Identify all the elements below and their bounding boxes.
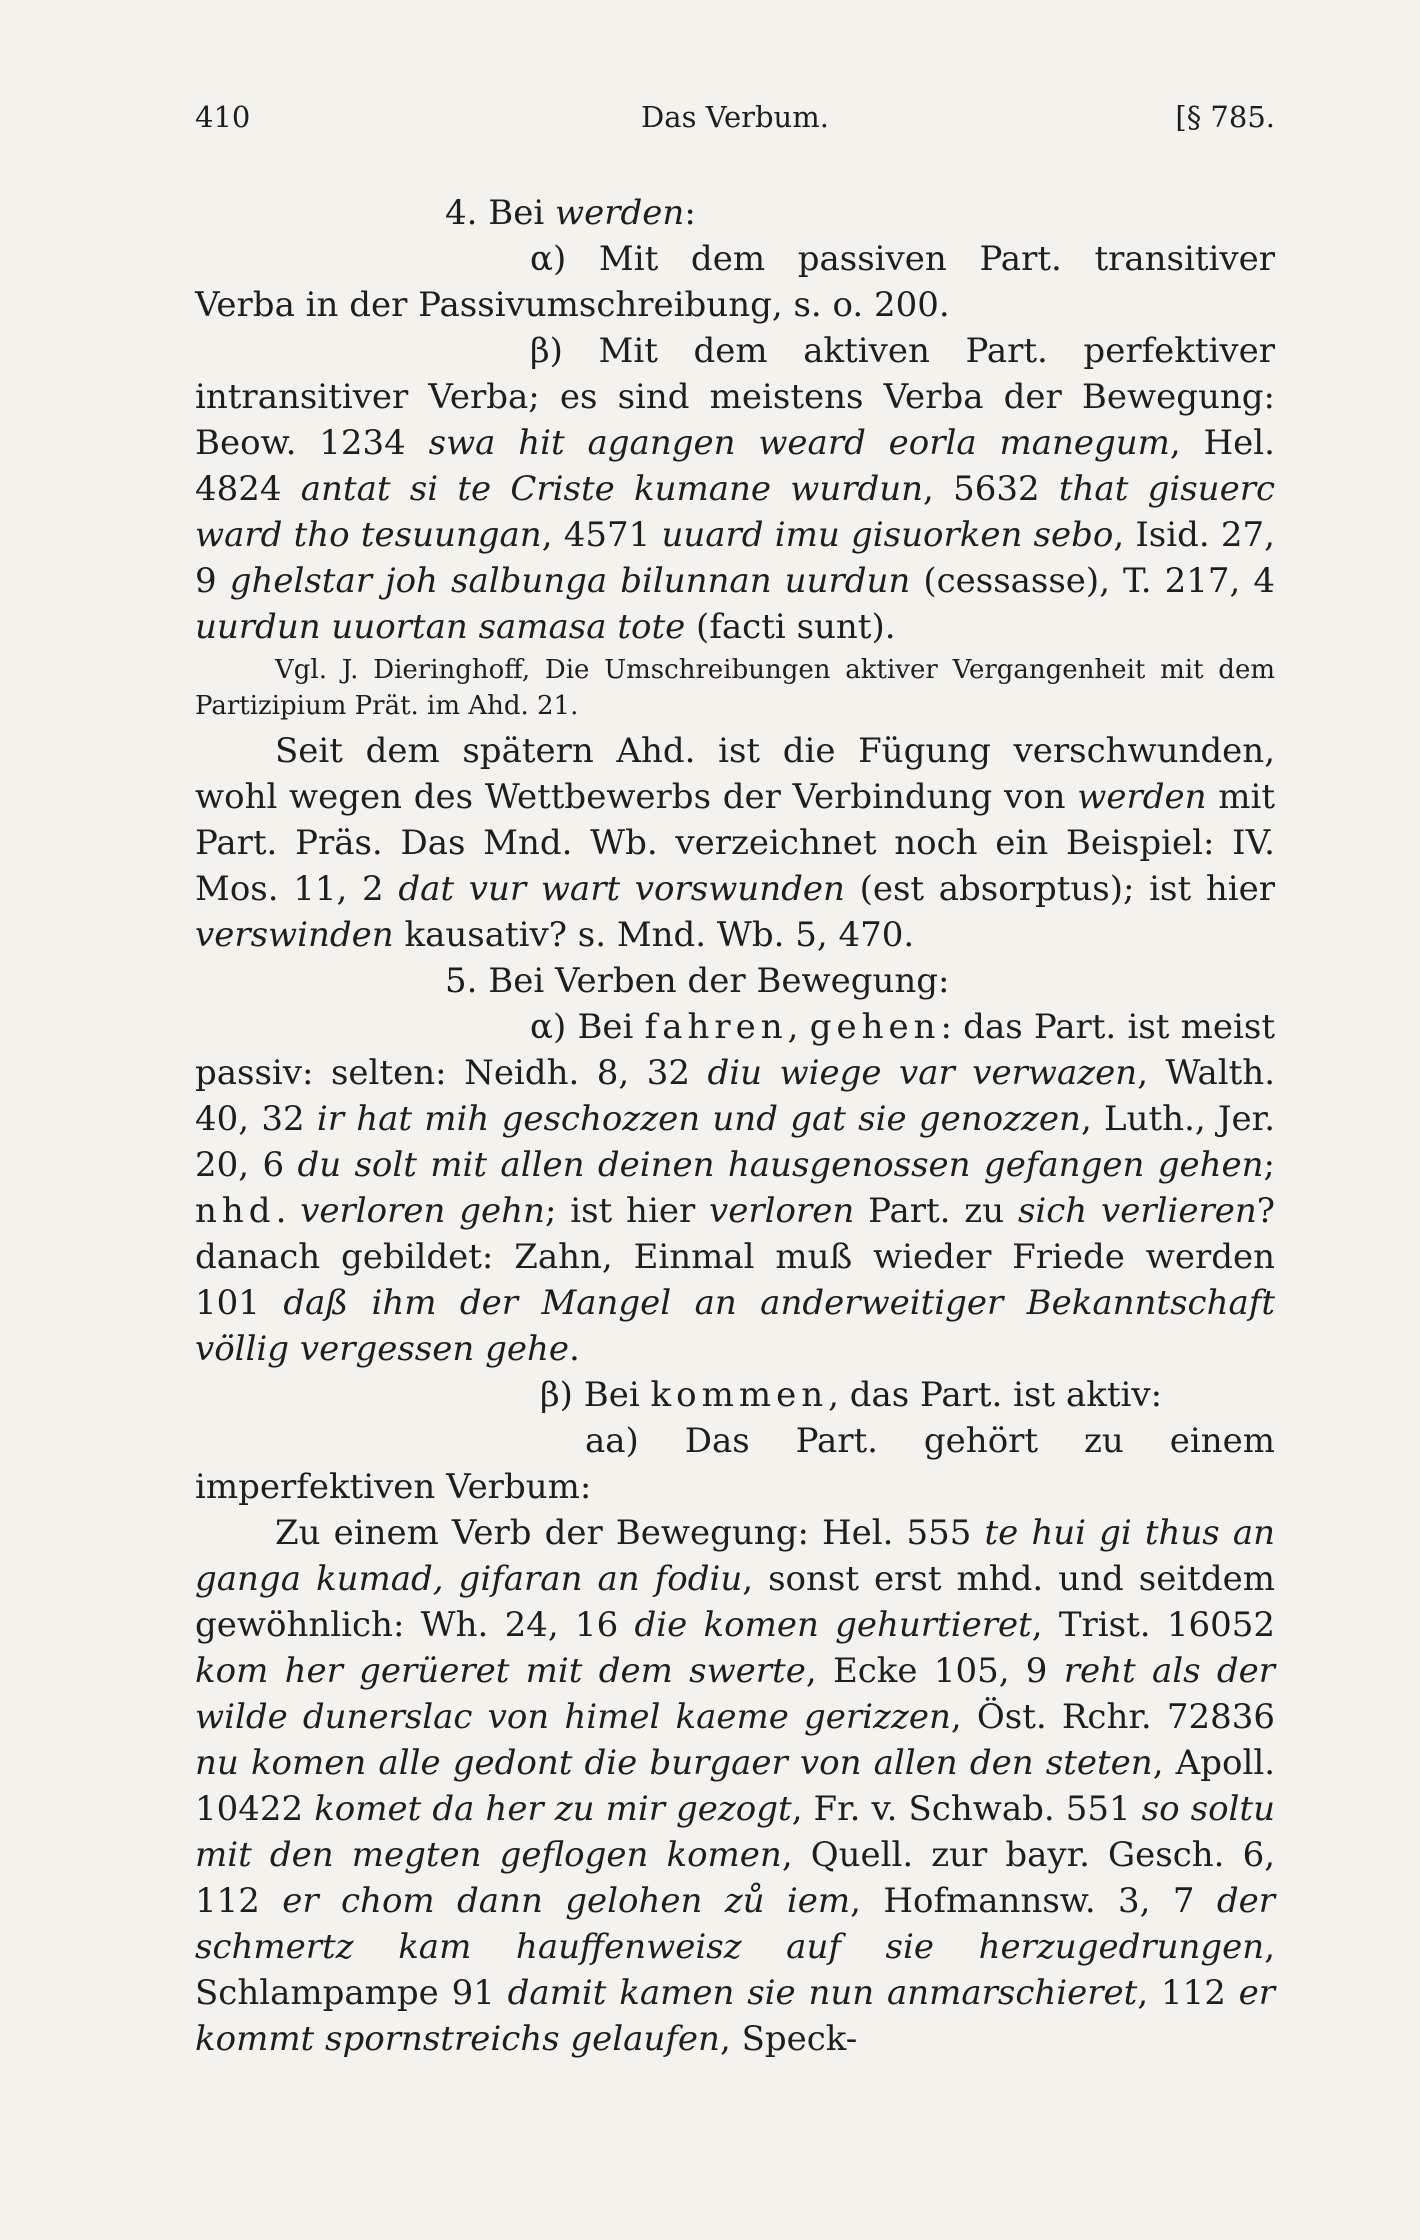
running-title: Das Verbum. (641, 100, 829, 134)
paragraph: Zu einem Verb der Bewegung: Hel. 555 te hui gi thus an ganga kumad, gifaran an fodiu, sonst erst mhd. und seitdem gewöhnlich: Wh. 24, 16 die komen gehurtieret, Trist. 16052 kom her gerüeret mit dem swerte, Ecke 105, 9 reht als der wilde dunerslac von himel kaeme gerizzen, Öst. Rchr. 72836 nu komen alle gedont die burgaer von allen den steten, Apoll. 10422 komet da her zu mir gezogt, Fr. v. Schwab. 551 so soltu mit den megten geflogen komen, Quell. zur bayr. Gesch. 6, 112 er chom dann gelohen zů iem, Hofmannsw. 3, 7 der schmertz kam hauffenweisz auf sie herzugedrungen, Schlampampe 91 damit kamen sie nun anmarschieret, 112 er kommt spornstreichs gelaufen, Speck- (195, 1513, 1276, 2059)
paragraph: Vgl. J. Dieringhoff, Die Umschreibungen aktiver Vergangenheit mit dem Partizipium Prät. im Ahd. 21. (195, 655, 1275, 721)
page-number: 410 (195, 100, 251, 134)
body-text (195, 190, 1275, 2062)
paragraph: α) Mit dem passiven Part. transitiver Verba in der Passivumschreibung, s. o. 200. (195, 239, 1275, 325)
paragraph: β) Bei kommen, das Part. ist aktiv: (540, 1375, 1163, 1415)
paragraph: β) Mit dem aktiven Part. perfektiver intransitiver Verba; es sind meistens Verba der Bewegung: Beow. 1234 swa hit agangen weard eorla manegum, Hel. 4824 antat si te Criste kumane wurdun, 5632 that gisuerc ward tho tesuungan, 4571 uuard imu gisuorken sebo, Isid. 27, 9 ghelstar joh salbunga bilunnan uurdun (cessasse), T. 217, 4 uurdun uuortan samasa tote (facti sunt). (195, 331, 1275, 647)
running-header (195, 100, 1275, 150)
paragraph: 5. Bei Verben der Bewegung: (445, 961, 950, 1001)
paragraph: α) Bei fahren, gehen: das Part. ist meist passiv: selten: Neidh. 8, 32 diu wiege var verwazen, Walth. 40, 32 ir hat mih geschozzen und gat sie genozzen, Luth., Jer. 20, 6 du solt mit allen deinen hausgenossen gefangen gehen; nhd. verloren gehn; ist hier verloren Part. zu sich verlieren? danach gebildet: Zahn, Einmal muß wieder Friede werden 101 daß ihm der Mangel an anderweitiger Bekanntschaft völlig vergessen gehe. (195, 1007, 1276, 1369)
paragraph: 4. Bei werden: (445, 193, 696, 233)
section-marker: [§ 785. (1175, 100, 1275, 134)
paragraph: Seit dem spätern Ahd. ist die Fügung verschwunden, wohl wegen des Wettbewerbs der Verbindung von werden mit Part. Präs. Das Mnd. Wb. verzeichnet noch ein Beispiel: IV. Mos. 11, 2 dat vur wart vorswunden (est absorptus); ist hier verswinden kausativ? s. Mnd. Wb. 5, 470. (195, 731, 1276, 955)
paragraph: aa) Das Part. gehört zu einem imperfektiven Verbum: (195, 1421, 1275, 1507)
